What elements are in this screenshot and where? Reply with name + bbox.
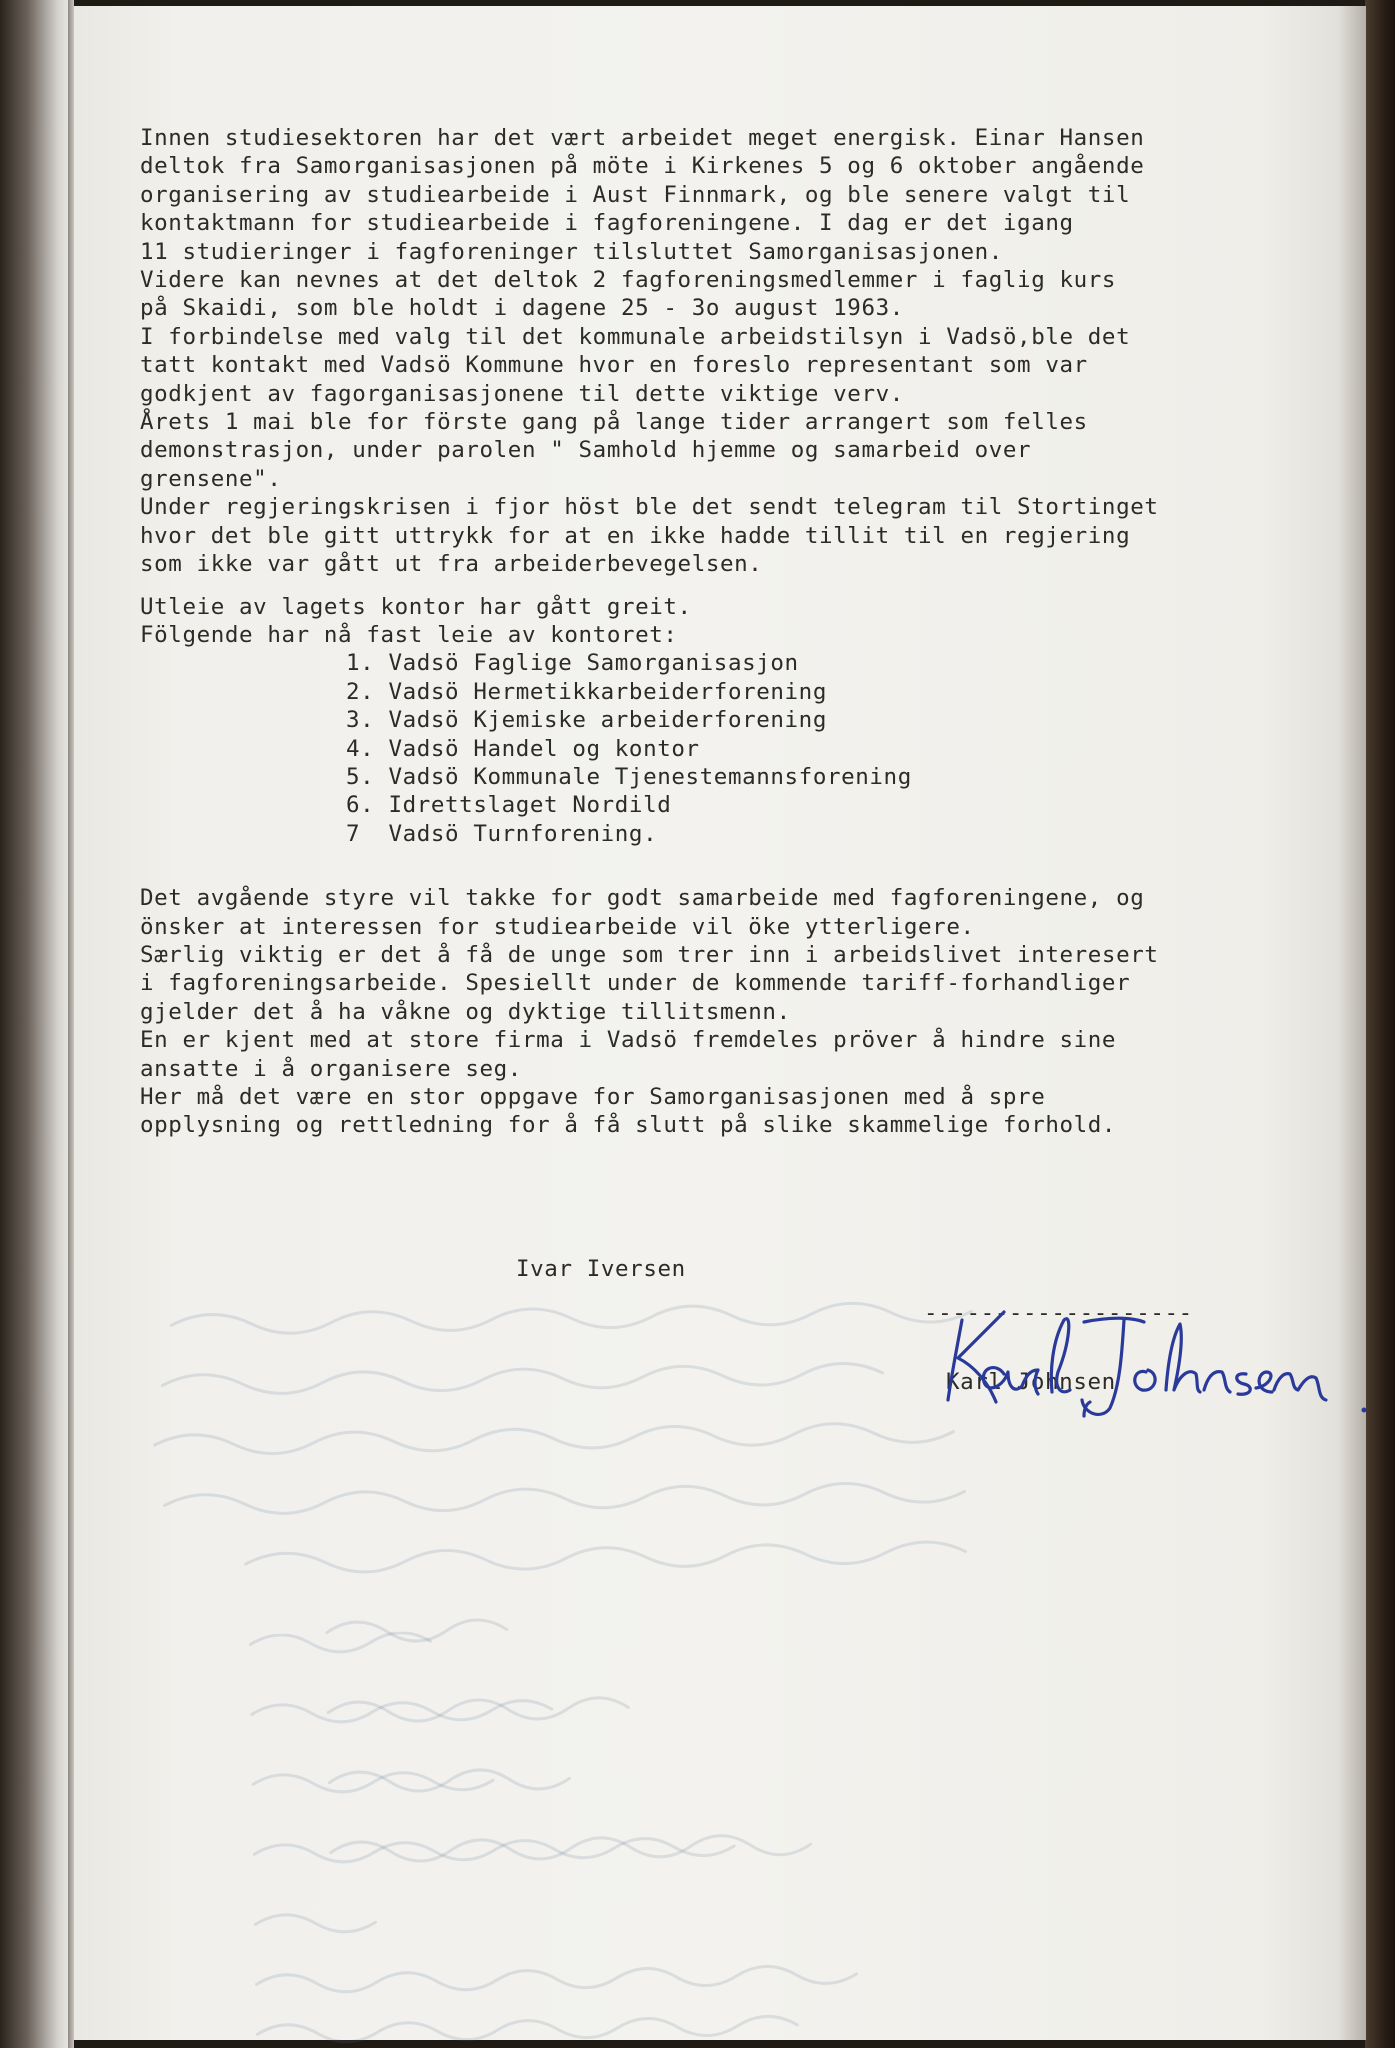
list-item: 2. Vadsö Hermetikkarbeiderforening [346,678,827,705]
text-line: som ikke var gått ut fra arbeiderbevegelsen. [140,551,763,578]
book-cover-edge-right [1365,0,1395,2048]
text-line: Utleie av lagets kontor har gått greit. [140,593,692,620]
text-line: Videre kan nevnes at det deltok 2 fagforeningsmedlemmer i faglig kurs [140,267,1117,294]
text-line: Fölgende har nå fast leie av kontoret: [140,621,678,648]
text-line: Her må det være en stor oppgave for Samorganisasjonen med å spre [140,1084,1046,1110]
tenant-list [140,649,1360,848]
text-line: Det avgående styre vil takke for godt samarbeide med fagforeningene, og [140,885,1145,912]
signer-karl-johnsen: Karl Johnsen [946,1369,1116,1395]
list-item: 4. Vadsö Handel og kontor [346,735,700,762]
text-line: i fagforeningsarbeide. Spesiellt under de kommende tariff-forhandliger [140,970,1131,997]
text-line: Innen studiesektoren har det vært arbeidet meget energisk. Einar Hansen [140,125,1145,151]
text-line: grensene". [140,465,282,492]
text-line: ansatte i å organisere seg. [140,1055,522,1082]
handwritten-signature [934,1302,1374,1422]
bleed-through-list [230,1617,1237,2048]
list-item: 5. Vadsö Kommunale Tjenestemannsforening [346,763,912,790]
text-line: hvor det ble gitt uttrykk for at en ikke hadde tillit til en regjering [140,522,1131,549]
text-line: önsker at interessen for studiearbeide vil öke ytterligere. [140,913,975,940]
paragraph-study-activities [140,124,1360,579]
text-line: tatt kontakt med Vadsö Kommune hvor en foreslo representant som var [140,352,1088,379]
paragraph-office-rental [140,593,1360,650]
list-item: 3. Vadsö Kjemiske arbeiderforening [346,707,827,734]
paragraph-closing-remarks [140,884,1360,1140]
paper-sheet [74,6,1366,2040]
signature-line: ------------------- [924,1300,1193,1326]
book-binding-left [0,0,68,2048]
text-line: demonstrasjon, under parolen " Samhold hjemme og samarbeid over [140,437,1032,464]
text-line: opplysning og rettledning for å få slutt på slike skammelige forhold. [140,1112,1117,1139]
text-line: på Skaidi, som ble holdt i dagene 25 - 3o august 1963. [140,295,904,322]
text-line: kontaktmann for studiearbeide i fagforeningene. I dag er det igang [140,210,1074,237]
list-item: 1. Vadsö Faglige Samorganisasjon [346,650,799,677]
text-line: godkjent av fagorganisasjonene til dette viktige verv. [140,380,904,407]
text-line: gjelder det å ha våkne og dyktige tillitsmenn. [140,998,791,1025]
text-line: Årets 1 mai ble for förste gang på lange tider arrangert som felles [140,409,1088,436]
signer-ivar-iversen: Ivar Iversen [516,1256,686,1282]
text-line: Under regjeringskrisen i fjor höst ble det sendt telegram til Stortinget [140,494,1159,521]
list-item: 6. Idrettslaget Nordild [346,792,672,819]
text-line: deltok fra Samorganisasjonen på möte i Kirkenes 5 og 6 oktober angående [140,153,1145,180]
text-line: 11 studieringer i fagforeninger tilsluttet Samorganisasjonen. [140,238,1003,265]
text-line: organisering av studiearbeide i Aust Finnmark, og ble senere valgt til [140,181,1131,208]
text-line: Særlig viktig er det å få de unge som trer inn i arbeidslivet interesert [140,941,1159,968]
text-line: En er kjent med at store firma i Vadsö fremdeles pröver å hindre sine [140,1027,1117,1054]
typed-report-body [140,124,1360,1140]
list-item: 7 Vadsö Turnforening. [346,820,658,847]
text-line: I forbindelse med valg til det kommunale arbeidstilsyn i Vadsö,ble det [140,323,1131,350]
